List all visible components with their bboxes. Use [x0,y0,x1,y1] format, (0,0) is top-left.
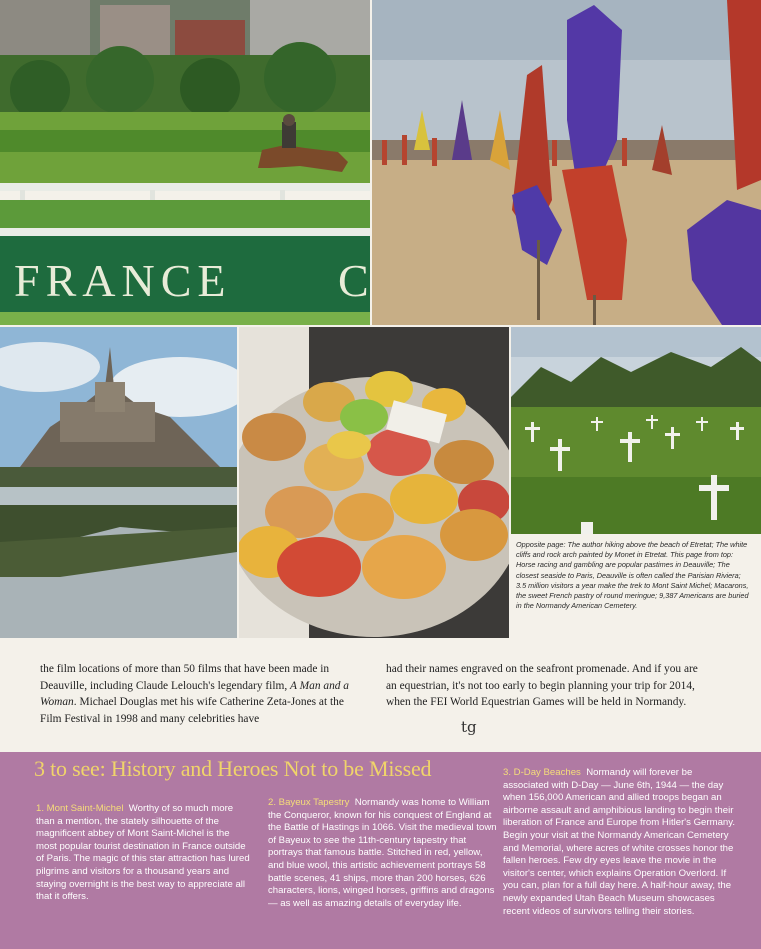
sidebar-item-heading: 3. D-Day Beaches [503,767,581,778]
sidebar-item-heading: 1. Mont Saint-Michel [36,803,124,814]
article-column-1 [40,661,358,727]
macarons-photo [239,327,509,638]
sidebar-item [268,797,500,910]
article-column-2: had their names engraved on the seafront promenade. And if you are an equestrian, it's not too early to begin planning your trip for 2014, when the FEI World Equestrian Games will be held in Normandy. [386,663,698,708]
sidebar-item-heading: 2. Bayeux Tapestry [268,797,350,808]
beach-umbrellas-photo [372,0,761,325]
film-title: A Man and a Woman [40,679,350,708]
france-sign-text: FRANCE [14,255,232,306]
svg-text:C: C [338,255,369,306]
mont-saint-michel-photo [0,327,237,638]
photo-caption: Opposite page: The author hiking above the beach of Etretat; The white cliffs and rock arch painted by Monet in Etretat. This page from top: Horse racing and gambling are popular pastimes in Deauville; The closest seaside to Paris, Deauville is often called the Parisian Riviera; 3.5 million visitors a year make the trek to Mont Saint Michel; Macarons, the sweet French pastry of round meringue; 9,387 Americans are buried in the Normandy American Cemetery. [516,540,749,611]
article-text: the film locations of more than 50 films that have been made in Deauville, including Claude Lelouch's legendary film, [40,663,330,692]
cemetery-photo [511,327,761,534]
horse-racing-photo [0,0,370,325]
article-text: . Michael Douglas met his wife Catherine Zeta-Jones at the Film Festival in 1998 and many celebrities have [40,696,344,725]
signoff-logo: tg [461,718,477,736]
sidebar-item [503,767,739,918]
sidebar-item-text: Worthy of so much more than a mention, the stately silhouette of the magnificent abbey of Mont Saint-Michel is the most popular tourist destination in France outside of Paris. The magic of this star attraction has lured pilgrims and visitors for a thousand years and staying overnight is the best way to appreciate all that it offers. [36,803,250,903]
sidebar-title: 3 to see: History and Heroes Not to be Missed [34,756,432,781]
sidebar-item [36,803,250,904]
sidebar-item-text: Normandy will forever be associated with D-Day — June 6th, 1944 — the day when 156,000 American and allied troops began an airborne assault and amphibious landing to begin their liberation of France and Europe from Hitler's Germany. Begin your visit at the Normandy American Cemetery and Memorial, where acres of white crosses honor the fallen heroes. Few dry eyes leave the movie in the visitor's center, which explains Operation Overlord. If you can, plan for a full day here. A half-hour away, the newly expanded Utah Beach Museum showcases recent videos of survivors telling their stories. [503,767,736,917]
sidebar-item-text: Normandy was home to William the Conqueror, known for his conquest of England at the Battle of Hastings in 1066. Visit the medieval town of Bayeux to see the 11th-century tapestry that portrays that famous battle. Stitched in red, yellow, and blue wool, this artistic achievement portrays 58 battle scenes, 41 ships, more than 200 horses, 626 characters, lions, winged horses, griffins and dragons — as well as amazing details of everyday life. [268,797,497,909]
